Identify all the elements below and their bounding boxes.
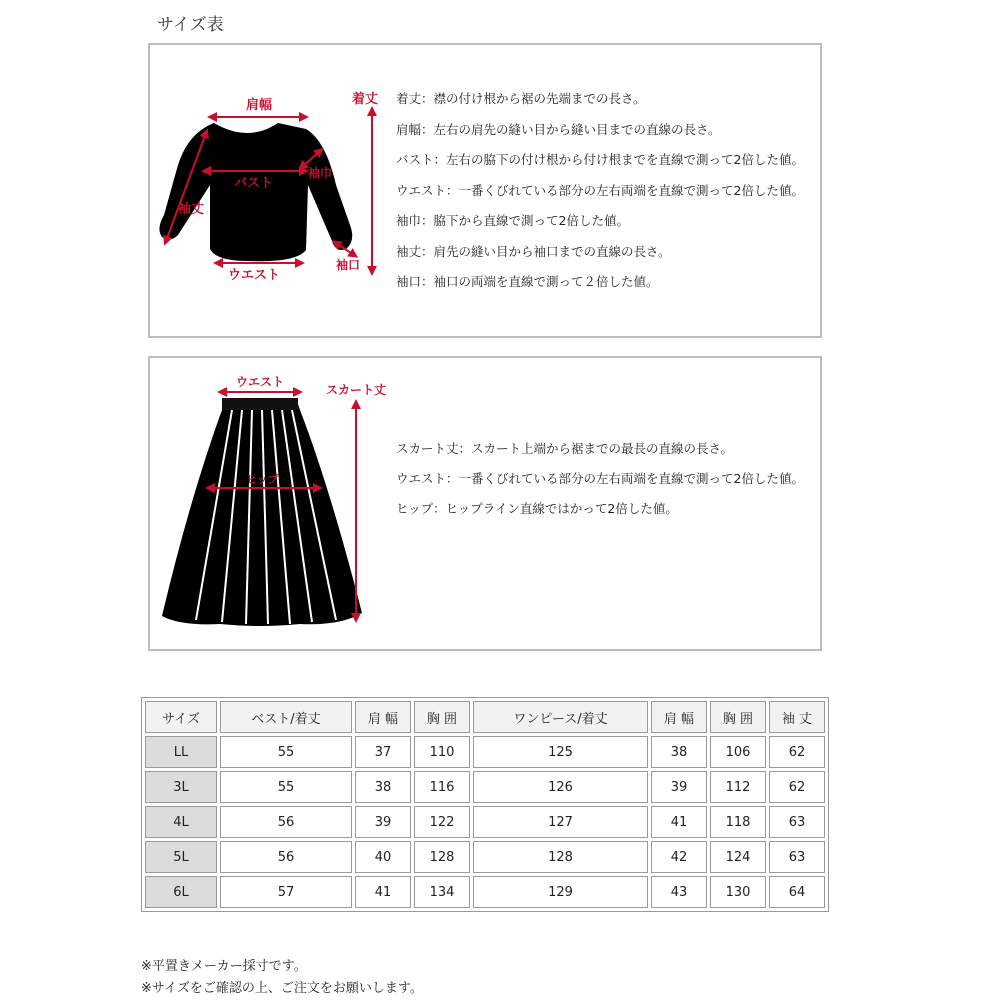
table-cell: 37: [355, 736, 411, 768]
desc-skirt-waist: ウエスト：一番くびれている部分の左右両端を直線で測って2倍した値。: [396, 471, 804, 486]
table-cell: 112: [710, 771, 766, 803]
table-cell: 128: [473, 841, 648, 873]
note-measurement: ※平置きメーカー採寸です。: [141, 959, 307, 974]
skirt-illustration: [150, 358, 390, 648]
top-measurement-panel: [148, 43, 822, 338]
table-cell: 57: [220, 876, 352, 908]
size-cell: LL: [145, 736, 217, 768]
size-table: [141, 697, 829, 912]
table-cell: 38: [355, 771, 411, 803]
desc-skirt-length: スカート丈：スカート上端から裾までの最長の直線の長さ。: [396, 441, 734, 456]
desc-sodeguchi: 袖口：袖口の両端を直線で測って２倍した値。: [396, 274, 659, 289]
table-row: [145, 841, 825, 873]
table-cell: 106: [710, 736, 766, 768]
table-cell: 116: [414, 771, 470, 803]
size-cell: 3L: [145, 771, 217, 803]
desc-sodehaba: 袖巾：脇下から直線で測って2倍した値。: [396, 213, 629, 228]
table-cell: 134: [414, 876, 470, 908]
header-size: サイズ: [145, 701, 217, 733]
table-cell: 124: [710, 841, 766, 873]
label-waist: ウエスト: [228, 268, 281, 283]
table-cell: 39: [651, 771, 707, 803]
label-sodeguchi: 袖口: [336, 258, 361, 272]
label-sodehaba: 袖巾: [308, 166, 333, 180]
table-row: [145, 806, 825, 838]
table-cell: 41: [651, 806, 707, 838]
size-cell: 6L: [145, 876, 217, 908]
table-cell: 38: [651, 736, 707, 768]
desc-katahaba: 肩幅：左右の肩先の縫い目から縫い目までの直線の長さ。: [396, 121, 721, 137]
label-sodetake: 袖丈: [178, 202, 205, 217]
table-cell: 55: [220, 736, 352, 768]
note-confirm-size: ※サイズをご確認の上、ご注文をお願いします。: [141, 981, 423, 996]
table-cell: 128: [414, 841, 470, 873]
desc-bust: バスト：左右の脇下の付け根から付け根までを直線で測って2倍した値。: [396, 152, 804, 167]
size-cell: 5L: [145, 841, 217, 873]
skirt-measurement-panel: [148, 356, 822, 651]
label-skirt-hip: ヒップ: [246, 473, 279, 486]
table-cell: 40: [355, 841, 411, 873]
table-cell: 125: [473, 736, 648, 768]
header-onepiece-length: ワンピース/着丈: [473, 701, 648, 733]
table-cell: 130: [710, 876, 766, 908]
header-vest-chest: 胸 囲: [414, 701, 470, 733]
notes: [141, 956, 423, 1000]
page-title: サイズ表: [157, 15, 224, 35]
header-vest-shoulder: 肩 幅: [355, 701, 411, 733]
table-row: [145, 736, 825, 768]
header-vest-length: ベスト/着丈: [220, 701, 352, 733]
label-skirt-waist: ウエスト: [236, 375, 285, 389]
table-cell: 63: [769, 806, 825, 838]
label-bust: バスト: [234, 176, 274, 191]
table-row: [145, 771, 825, 803]
desc-kitake: 着丈：襟の付け根から裾の先端までの長さ。: [396, 91, 646, 106]
desc-skirt-hip: ヒップ：ヒップライン直線ではかって2倍した値。: [396, 501, 678, 516]
header-sleeve-length: 袖 丈: [769, 701, 825, 733]
header-onepiece-shoulder: 肩 幅: [651, 701, 707, 733]
table-cell: 56: [220, 841, 352, 873]
table-cell: 122: [414, 806, 470, 838]
table-cell: 56: [220, 806, 352, 838]
table-cell: 62: [769, 771, 825, 803]
desc-sodetake: 袖丈：肩先の縫い目から袖口までの直線の長さ。: [396, 243, 671, 259]
table-cell: 63: [769, 841, 825, 873]
table-cell: 55: [220, 771, 352, 803]
top-description-list: [396, 90, 804, 304]
header-onepiece-chest: 胸 囲: [710, 701, 766, 733]
label-kitake: 着丈: [352, 92, 379, 107]
table-cell: 39: [355, 806, 411, 838]
skirt-description-list: [396, 440, 804, 530]
label-skirt-length: スカート丈: [326, 383, 387, 397]
desc-waist: ウエスト：一番くびれている部分の左右両端を直線で測って2倍した値。: [396, 182, 804, 198]
table-cell: 43: [651, 876, 707, 908]
table-cell: 127: [473, 806, 648, 838]
sweater-illustration: [150, 45, 390, 335]
label-katahaba: 肩幅: [246, 98, 273, 113]
table-cell: 42: [651, 841, 707, 873]
table-header-row: [145, 701, 825, 733]
size-cell: 4L: [145, 806, 217, 838]
table-cell: 41: [355, 876, 411, 908]
table-cell: 62: [769, 736, 825, 768]
table-cell: 64: [769, 876, 825, 908]
table-cell: 118: [710, 806, 766, 838]
table-cell: 129: [473, 876, 648, 908]
table-row: [145, 876, 825, 908]
table-cell: 110: [414, 736, 470, 768]
table-cell: 126: [473, 771, 648, 803]
